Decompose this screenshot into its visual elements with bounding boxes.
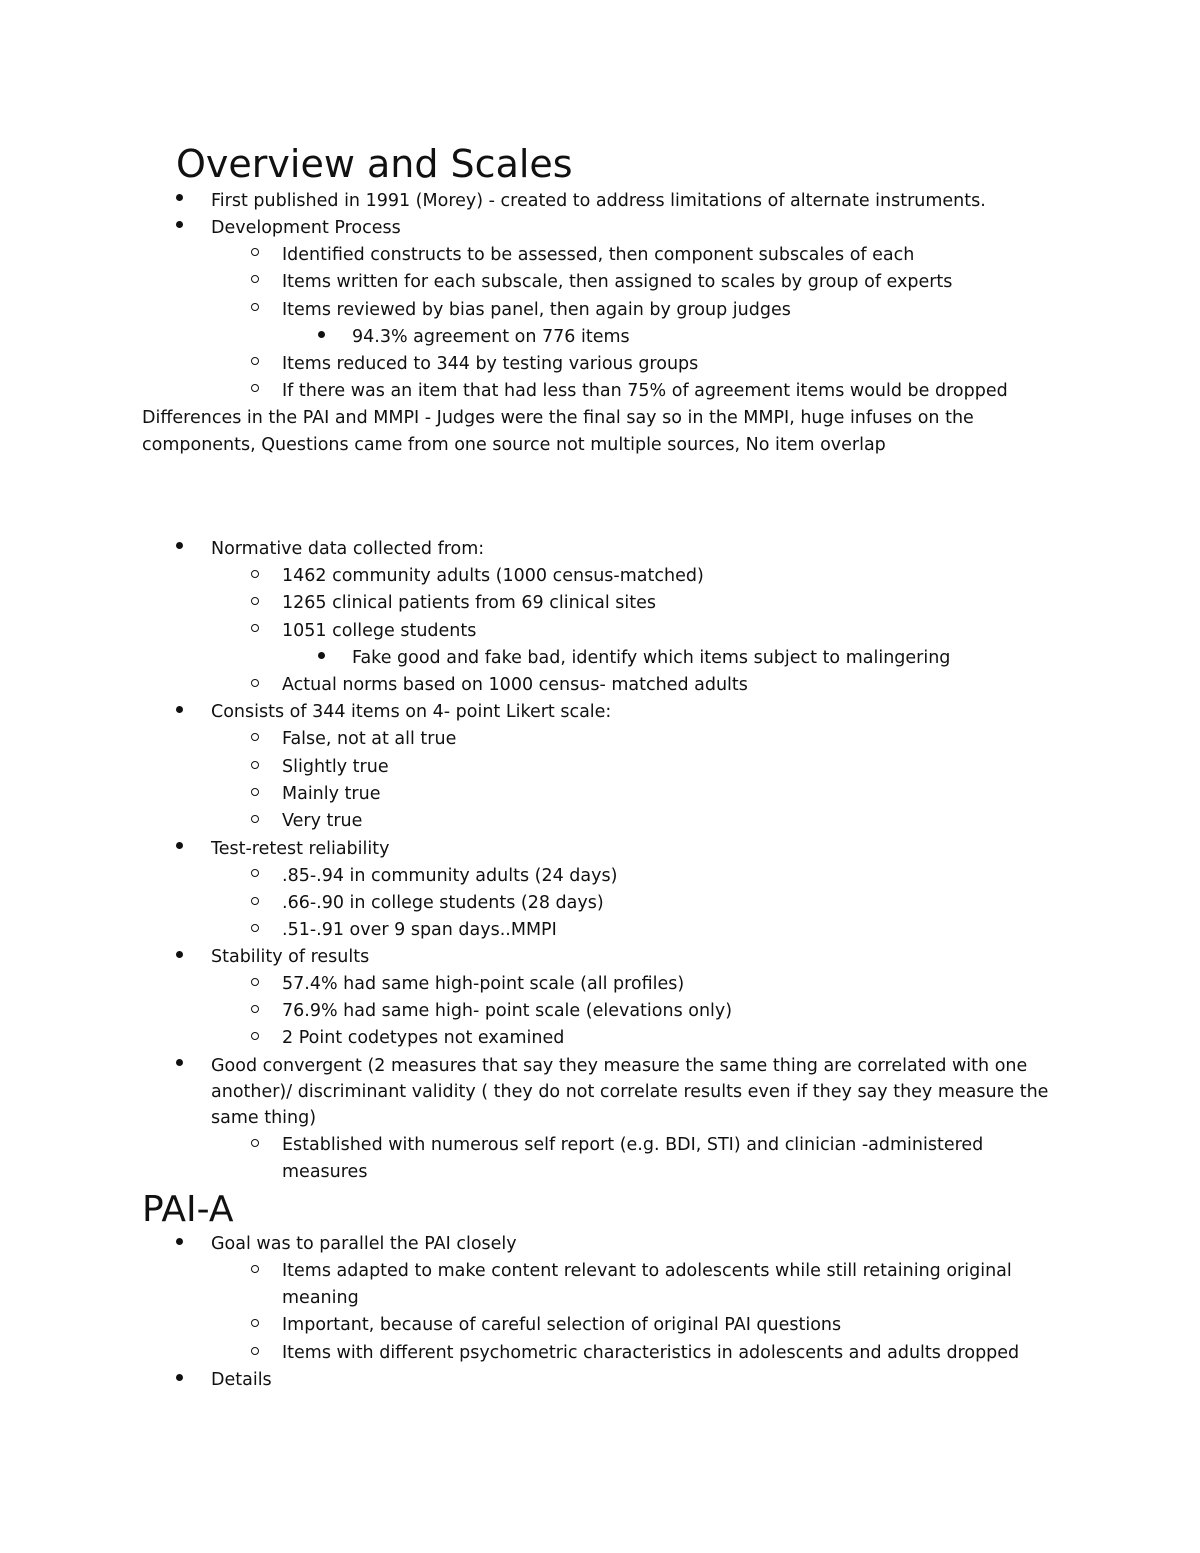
circle-bullet-icon xyxy=(251,1139,259,1147)
bullet-icon xyxy=(176,1238,183,1245)
circle-bullet-icon xyxy=(251,1005,259,1013)
list-item: Items with different psychometric characteristics in adolescents and adults dropped xyxy=(282,1343,1020,1363)
circle-bullet-icon xyxy=(251,897,259,905)
list-item: First published in 1991 (Morey) - created to address limitations of alternate instruments. xyxy=(211,191,986,211)
list-item: Stability of results xyxy=(211,947,370,967)
list-item: 2 Point codetypes not examined xyxy=(282,1028,565,1048)
list-item: Items reduced to 344 by testing various groups xyxy=(282,354,699,374)
list-item: Details xyxy=(211,1370,272,1390)
list-item: Established with numerous self report (e.g. BDI, STI) and clinician -administered xyxy=(282,1135,984,1155)
circle-bullet-icon xyxy=(251,679,259,687)
circle-bullet-icon xyxy=(251,788,259,796)
list-item-continuation: measures xyxy=(282,1162,368,1182)
bullet-icon xyxy=(176,542,183,549)
list-item: .85-.94 in community adults (24 days) xyxy=(282,866,618,886)
list-item: 57.4% had same high-point scale (all profiles) xyxy=(282,974,685,994)
list-item-continuation: same thing) xyxy=(211,1108,317,1128)
list-item: 1265 clinical patients from 69 clinical sites xyxy=(282,593,657,613)
heading-pai-a: PAI-A xyxy=(142,1189,234,1230)
circle-bullet-icon xyxy=(251,248,259,256)
circle-bullet-icon xyxy=(251,384,259,392)
bullet-icon xyxy=(176,1059,183,1066)
list-item: .51-.91 over 9 span days..MMPI xyxy=(282,920,557,940)
list-item: Items reviewed by bias panel, then again by group judges xyxy=(282,300,791,320)
circle-bullet-icon xyxy=(251,597,259,605)
list-item: Actual norms based on 1000 census- matched adults xyxy=(282,675,748,695)
list-item: 94.3% agreement on 776 items xyxy=(352,327,630,347)
circle-bullet-icon xyxy=(251,733,259,741)
list-item: Goal was to parallel the PAI closely xyxy=(211,1234,517,1254)
circle-bullet-icon xyxy=(251,761,259,769)
heading-overview-and-scales: Overview and Scales xyxy=(176,142,573,186)
circle-bullet-icon xyxy=(251,275,259,283)
list-item: Identified constructs to be assessed, then component subscales of each xyxy=(282,245,915,265)
circle-bullet-icon xyxy=(251,303,259,311)
list-item: If there was an item that had less than 75% of agreement items would be dropped xyxy=(282,381,1008,401)
list-item: Mainly true xyxy=(282,784,381,804)
list-item: Consists of 344 items on 4- point Likert scale: xyxy=(211,702,612,722)
list-item: Items written for each subscale, then assigned to scales by group of experts xyxy=(282,272,953,292)
list-item: Important, because of careful selection of original PAI questions xyxy=(282,1315,842,1335)
bullet-icon xyxy=(176,194,183,201)
list-item: False, not at all true xyxy=(282,729,457,749)
list-item: Test-retest reliability xyxy=(211,839,390,859)
note-paragraph-line: components, Questions came from one source not multiple sources, No item overlap xyxy=(142,435,886,455)
circle-bullet-icon xyxy=(251,357,259,365)
bullet-icon xyxy=(176,951,183,958)
circle-bullet-icon xyxy=(251,1319,259,1327)
circle-bullet-icon xyxy=(251,1265,259,1273)
bullet-icon xyxy=(318,652,325,659)
list-item: .66-.90 in college students (28 days) xyxy=(282,893,604,913)
list-item-continuation: another)/ discriminant validity ( they do not correlate results even if they say they measure the xyxy=(211,1082,1049,1102)
bullet-icon xyxy=(176,1374,183,1381)
bullet-icon xyxy=(176,842,183,849)
circle-bullet-icon xyxy=(251,924,259,932)
circle-bullet-icon xyxy=(251,624,259,632)
bullet-icon xyxy=(318,331,325,338)
circle-bullet-icon xyxy=(251,570,259,578)
bullet-icon xyxy=(176,706,183,713)
circle-bullet-icon xyxy=(251,815,259,823)
bullet-icon xyxy=(176,221,183,228)
list-item: Development Process xyxy=(211,218,401,238)
circle-bullet-icon xyxy=(251,869,259,877)
list-item: 1051 college students xyxy=(282,621,477,641)
circle-bullet-icon xyxy=(251,978,259,986)
list-item: Normative data collected from: xyxy=(211,539,485,559)
list-item-continuation: meaning xyxy=(282,1288,359,1308)
list-item: Items adapted to make content relevant to adolescents while still retaining original xyxy=(282,1261,1012,1281)
list-item: Very true xyxy=(282,811,363,831)
circle-bullet-icon xyxy=(251,1032,259,1040)
list-item: Fake good and fake bad, identify which items subject to malingering xyxy=(352,648,951,668)
note-paragraph-line: Differences in the PAI and MMPI - Judges were the final say so in the MMPI, huge infuses on the xyxy=(142,408,974,428)
list-item: 1462 community adults (1000 census-matched) xyxy=(282,566,704,586)
list-item: Slightly true xyxy=(282,757,389,777)
list-item: 76.9% had same high- point scale (elevations only) xyxy=(282,1001,733,1021)
list-item: Good convergent (2 measures that say they measure the same thing are correlated with one xyxy=(211,1056,1028,1076)
circle-bullet-icon xyxy=(251,1347,259,1355)
